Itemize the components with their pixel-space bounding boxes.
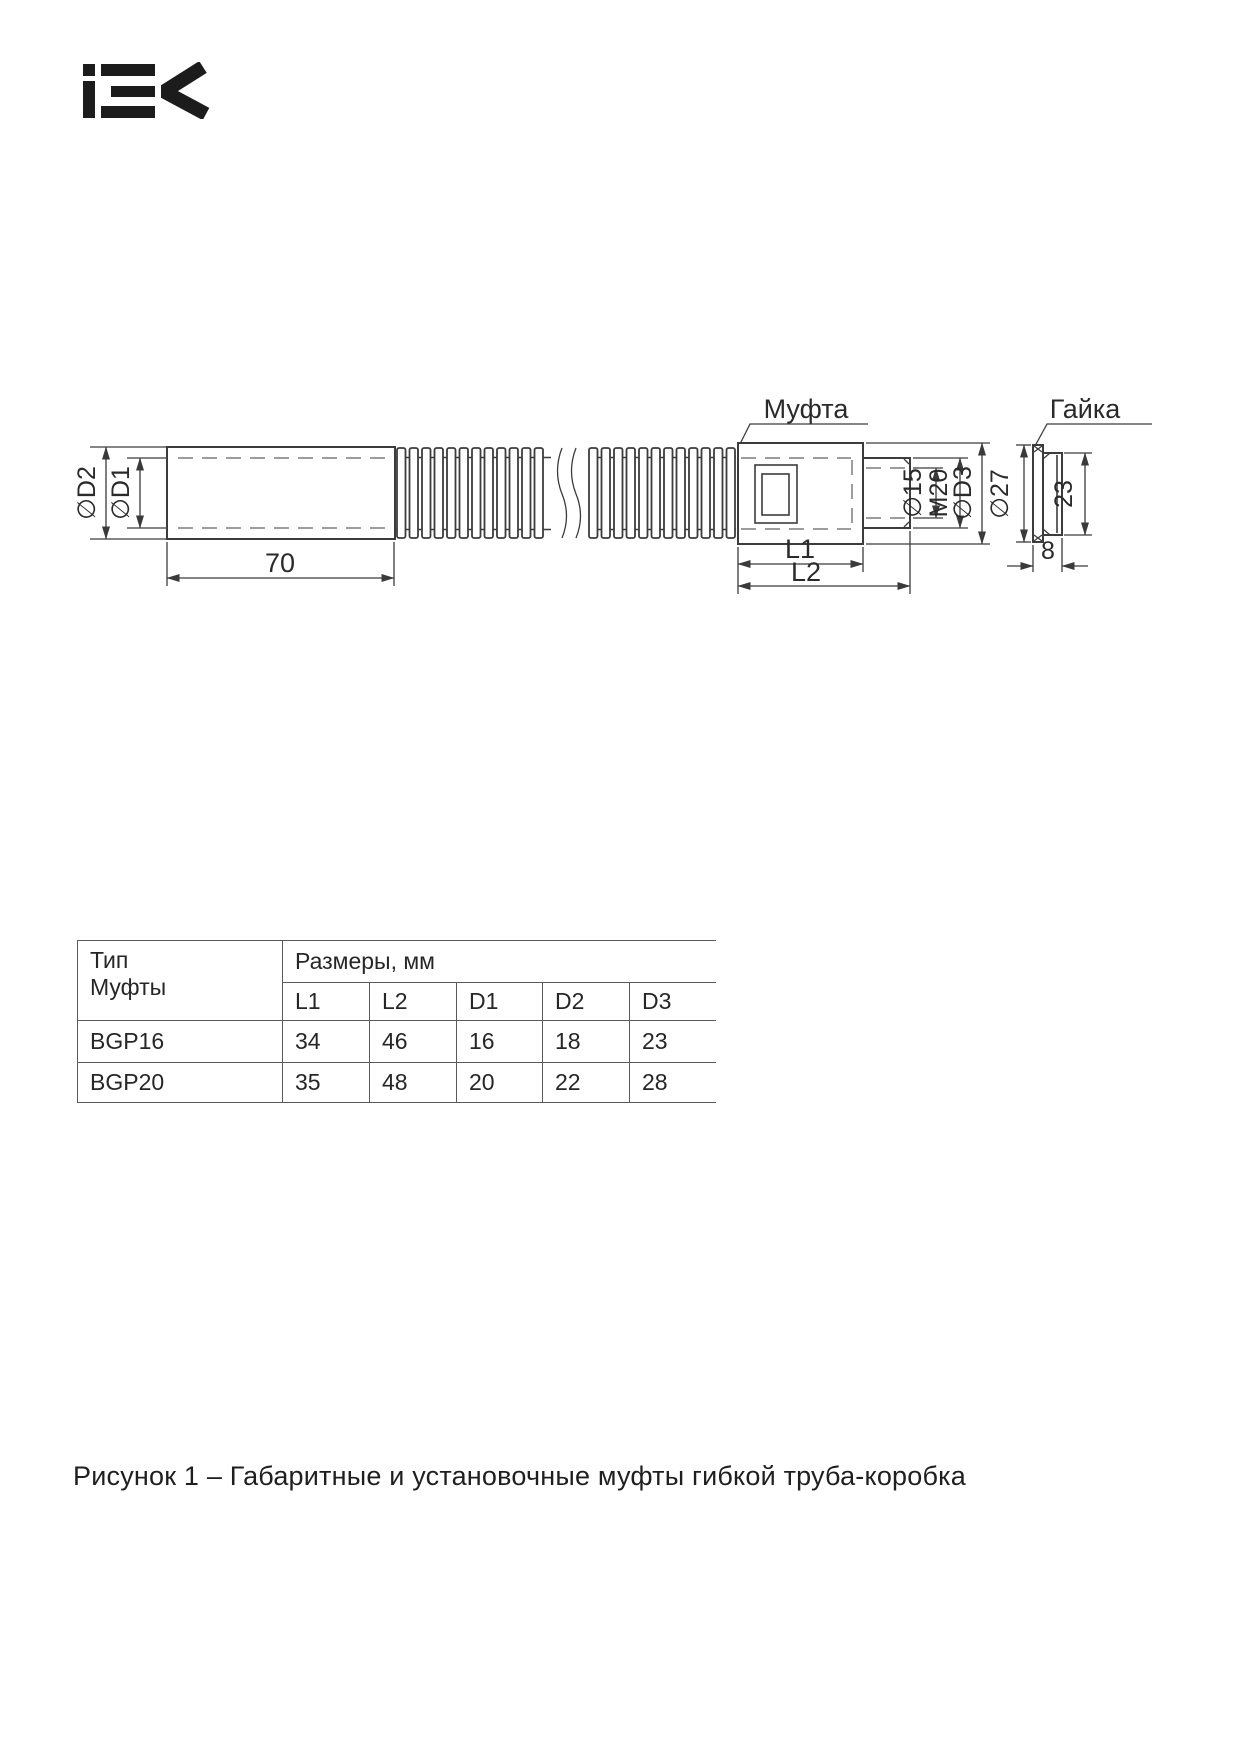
table-header-sizes: Размеры, мм xyxy=(283,941,716,983)
cell-l1: 35 xyxy=(283,1063,370,1103)
table-header-type-line2: Муфты xyxy=(90,974,167,1000)
dim-label-8: 8 xyxy=(1041,537,1055,565)
corrugated-pipe xyxy=(396,445,736,543)
table-col-d1: D1 xyxy=(457,983,543,1021)
dim-label-15: ∅15 xyxy=(899,468,927,518)
dim-label-d3: ∅D3 xyxy=(949,466,977,520)
table-col-l2: L2 xyxy=(370,983,457,1021)
cell-type: BGP16 xyxy=(78,1021,283,1063)
dim-label-d2: ∅D2 xyxy=(73,466,101,520)
table-col-l1: L1 xyxy=(283,983,370,1021)
coupling-leader-line xyxy=(740,424,868,444)
cell-l1: 34 xyxy=(283,1021,370,1063)
pipe-end-sleeve xyxy=(167,447,395,539)
nut-label: Гайка xyxy=(1049,394,1121,424)
cell-l2: 48 xyxy=(370,1063,457,1103)
coupling-label: Муфта xyxy=(763,394,849,424)
table-row-bgp16 xyxy=(78,1021,716,1063)
dim-label-d1: ∅D1 xyxy=(107,466,135,520)
spec-table xyxy=(77,940,716,1103)
dim-label-m20: M20 xyxy=(925,468,953,518)
cell-d3: 23 xyxy=(630,1021,716,1063)
dimension-70 xyxy=(167,542,394,586)
nut-flange xyxy=(1033,445,1043,542)
cell-d3: 28 xyxy=(630,1063,716,1103)
figure-caption: Рисунок 1 – Габаритные и установочные муфты гибкой труба-коробка xyxy=(73,1461,966,1491)
table-col-d3: D3 xyxy=(630,983,716,1021)
cell-l2: 46 xyxy=(370,1021,457,1063)
table-header-type-line1: Тип xyxy=(90,947,129,973)
dim-label-27: ∅27 xyxy=(986,469,1014,519)
table-row-bgp20 xyxy=(78,1063,716,1103)
dim-label-23: 23 xyxy=(1050,480,1078,508)
cell-d1: 20 xyxy=(457,1063,543,1103)
cell-type: BGP20 xyxy=(78,1063,283,1103)
coupling-body xyxy=(738,443,863,544)
dim-label-70: 70 xyxy=(264,548,296,578)
dim-label-l2: L2 xyxy=(790,557,822,587)
technical-drawing xyxy=(0,0,1243,660)
table-header-type xyxy=(78,941,283,1021)
table-col-d2: D2 xyxy=(543,983,630,1021)
cell-d1: 16 xyxy=(457,1021,543,1063)
cell-d2: 22 xyxy=(543,1063,630,1103)
coupling-callout xyxy=(740,394,868,444)
pipe-break-mask xyxy=(551,445,591,543)
pipe-smooth-end xyxy=(167,447,395,539)
nut-callout xyxy=(1035,394,1152,446)
dim-label-l1: L1 xyxy=(784,534,816,564)
nut-leader-line xyxy=(1035,424,1152,446)
dimension-d2-d1 xyxy=(73,447,178,539)
cell-d2: 18 xyxy=(543,1021,630,1063)
